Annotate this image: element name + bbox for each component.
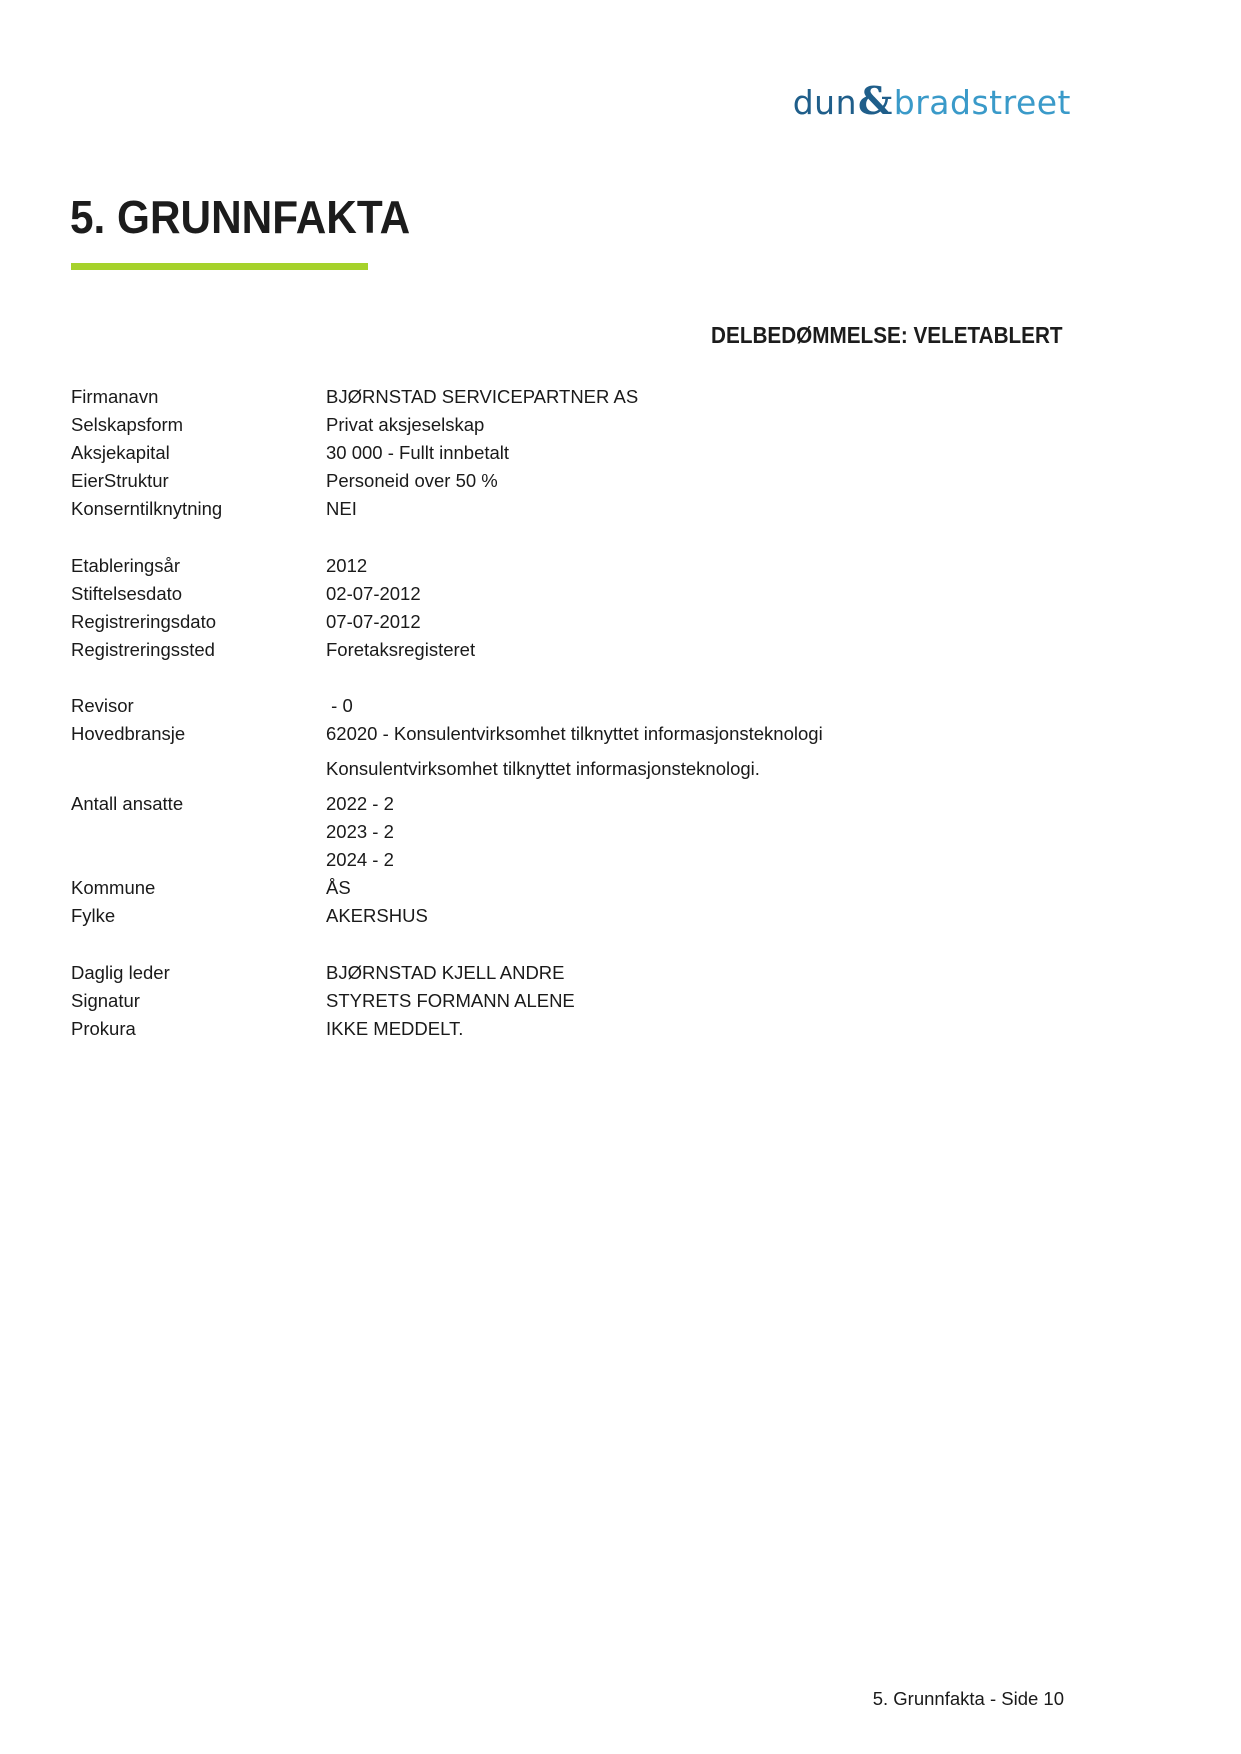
fact-label: Konserntilknytning	[71, 498, 223, 519]
fact-value: Personeid over 50 %	[326, 470, 498, 491]
dun-bradstreet-logo	[793, 78, 1071, 123]
fact-label: Signatur	[71, 990, 140, 1011]
fact-label: Kommune	[71, 877, 156, 898]
fact-value: Privat aksjeselskap	[326, 414, 485, 435]
fact-label: Revisor	[71, 695, 134, 716]
logo-text-dun: dun	[792, 83, 857, 122]
fact-label: Fylke	[71, 905, 116, 926]
fact-label: Registreringsdato	[71, 611, 216, 632]
fact-value: 62020 - Konsulentvirksomhet tilknyttet informasjonsteknologi	[326, 723, 823, 744]
logo-ampersand: &	[857, 78, 893, 123]
fact-value: STYRETS FORMANN ALENE	[326, 990, 575, 1011]
logo-text-bradstreet: bradstreet	[893, 83, 1071, 122]
fact-label: Etableringsår	[71, 555, 181, 576]
page-footer: 5. Grunnfakta - Side 10	[872, 1688, 1064, 1709]
fact-value: 30 000 - Fullt innbetalt	[326, 442, 510, 463]
fact-value: 2023 - 2	[326, 821, 394, 842]
fact-value: BJØRNSTAD SERVICEPARTNER AS	[326, 386, 639, 407]
fact-label: Selskapsform	[71, 414, 184, 435]
fact-value: 2022 - 2	[326, 793, 394, 814]
fact-label: Aksjekapital	[71, 442, 170, 463]
fact-label: Firmanavn	[71, 386, 159, 407]
fact-label: Prokura	[71, 1018, 136, 1039]
page-title: 5. GRUNNFAKTA	[70, 191, 411, 243]
fact-value: BJØRNSTAD KJELL ANDRE	[326, 962, 565, 983]
title-underline	[71, 263, 368, 270]
fact-value: 2012	[326, 555, 368, 576]
fact-value: NEI	[326, 498, 357, 519]
fact-label: Antall ansatte	[71, 793, 184, 814]
fact-label: Daglig leder	[71, 962, 170, 983]
fact-value: AKERSHUS	[326, 905, 428, 926]
fact-label: Stiftelsesdato	[71, 583, 183, 604]
fact-label: Registreringssted	[71, 639, 215, 660]
fact-value: 07-07-2012	[326, 611, 421, 632]
fact-value: ÅS	[326, 877, 351, 898]
fact-value: - 0	[326, 695, 353, 716]
fact-value: Konsulentvirksomhet tilknyttet informasjonsteknologi.	[326, 758, 760, 779]
fact-label: EierStruktur	[71, 470, 169, 491]
fact-label: Hovedbransje	[71, 723, 186, 744]
assessment-heading: DELBEDØMMELSE: VELETABLERT	[711, 322, 1063, 348]
fact-value: IKKE MEDDELT.	[326, 1018, 464, 1039]
fact-value: Foretaksregisteret	[326, 639, 476, 660]
fact-value: 2024 - 2	[326, 849, 394, 870]
fact-value: 02-07-2012	[326, 583, 421, 604]
